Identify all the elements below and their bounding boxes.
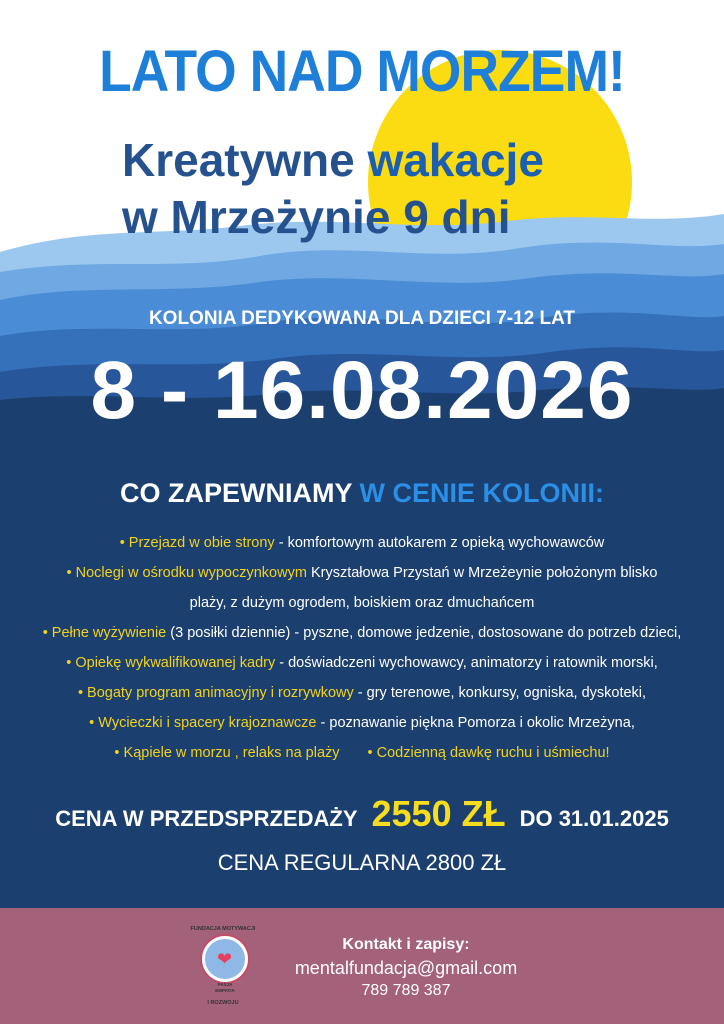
page-title: LATO NAD MORZEM! — [99, 39, 625, 104]
list-item-highlight: • Codzienną dawkę ruchu i uśmiechu! — [367, 745, 610, 761]
list-item — [10, 678, 714, 708]
contact-label: Kontakt i zapisy: — [342, 936, 470, 953]
list-item-text: - poznawanie piękna Pomorza i okolic Mrzeżyna, — [316, 715, 635, 731]
list-item-highlight: • Przejazd w obie strony — [119, 535, 275, 551]
contact-phone[interactable]: 789 789 387 — [361, 982, 451, 999]
list-item-text: Kryształowa Przystań w Mrzeżeynie położonym blisko — [306, 565, 658, 581]
list-item-highlight: • Pełne wyżywienie — [42, 625, 167, 641]
logo-text-line-2: EMPATIA — [215, 988, 235, 993]
subtitle-part-2: wakacje — [367, 134, 544, 186]
subtitle-line-2: w Mrzeżynie 9 dni — [122, 191, 511, 243]
presale-price — [0, 793, 724, 835]
heart-icon: ❤ — [217, 949, 233, 969]
list-item-text: plaży, z dużym ogrodem, boiskiem oraz dmuchańcem — [189, 595, 535, 611]
logo-text-line-1: PASJA — [217, 982, 233, 987]
includes-heading-part-1: CO ZAPEWNIAMY — [119, 478, 360, 508]
presale-deadline: DO 31.01.2025 — [519, 806, 669, 831]
includes-list — [10, 528, 714, 768]
logo-ring-icon — [202, 936, 248, 982]
list-item — [10, 708, 714, 738]
includes-heading-part-2: W CENIE KOLONII: — [359, 478, 604, 508]
list-item-highlight: • Bogaty program animacyjny i rozrywkowy — [77, 685, 354, 701]
list-item — [10, 618, 714, 648]
list-item-text: - doświadczeni wychowawcy, animatorzy i ratownik morski, — [275, 655, 658, 671]
camp-dates: 8 - 16.08.2026 — [90, 345, 634, 436]
foundation-logo — [186, 926, 260, 1010]
age-info: KOLONIA DEDYKOWANA DLA DZIECI 7-12 LAT — [148, 308, 576, 329]
list-item-text: - gry terenowe, konkursy, ogniska, dyskoteki, — [353, 685, 647, 701]
includes-heading — [0, 478, 724, 509]
list-item — [10, 588, 714, 618]
list-item-text: (3 posiłki dziennie) - pyszne, domowe jedzenie, dostosowane do potrzeb dzieci, — [166, 625, 682, 641]
list-item-highlight: • Opiekę wykwalifikowanej kadry — [66, 655, 276, 671]
presale-value: 2550 ZŁ — [371, 793, 506, 834]
presale-label: CENA W PRZEDSPRZEDAŻY — [55, 806, 358, 831]
logo-bottom-text: I ROZWOJU — [207, 1000, 239, 1006]
list-item-highlight: • Wycieczki i spacery krajoznawcze — [89, 715, 317, 731]
list-item — [10, 738, 714, 768]
contact-block — [266, 934, 546, 1002]
regular-price: CENA REGULARNA 2800 ZŁ — [217, 850, 507, 875]
subtitle-line-1 — [122, 133, 642, 187]
list-item — [10, 558, 714, 588]
list-item-highlight: • Kąpiele w morzu , relaks na plaży — [114, 745, 340, 761]
list-item-highlight: • Noclegi w ośrodku wypoczynkowym — [66, 565, 307, 581]
list-item — [10, 648, 714, 678]
contact-email[interactable]: mentalfundacja@gmail.com — [294, 958, 518, 978]
subtitle-part-1: Kreatywne — [122, 134, 368, 186]
logo-top-text: FUNDACJA MOTYWACJI — [190, 926, 256, 932]
list-item-text: - komfortowym autokarem z opieką wychowawców — [274, 535, 605, 551]
list-item — [10, 528, 714, 558]
